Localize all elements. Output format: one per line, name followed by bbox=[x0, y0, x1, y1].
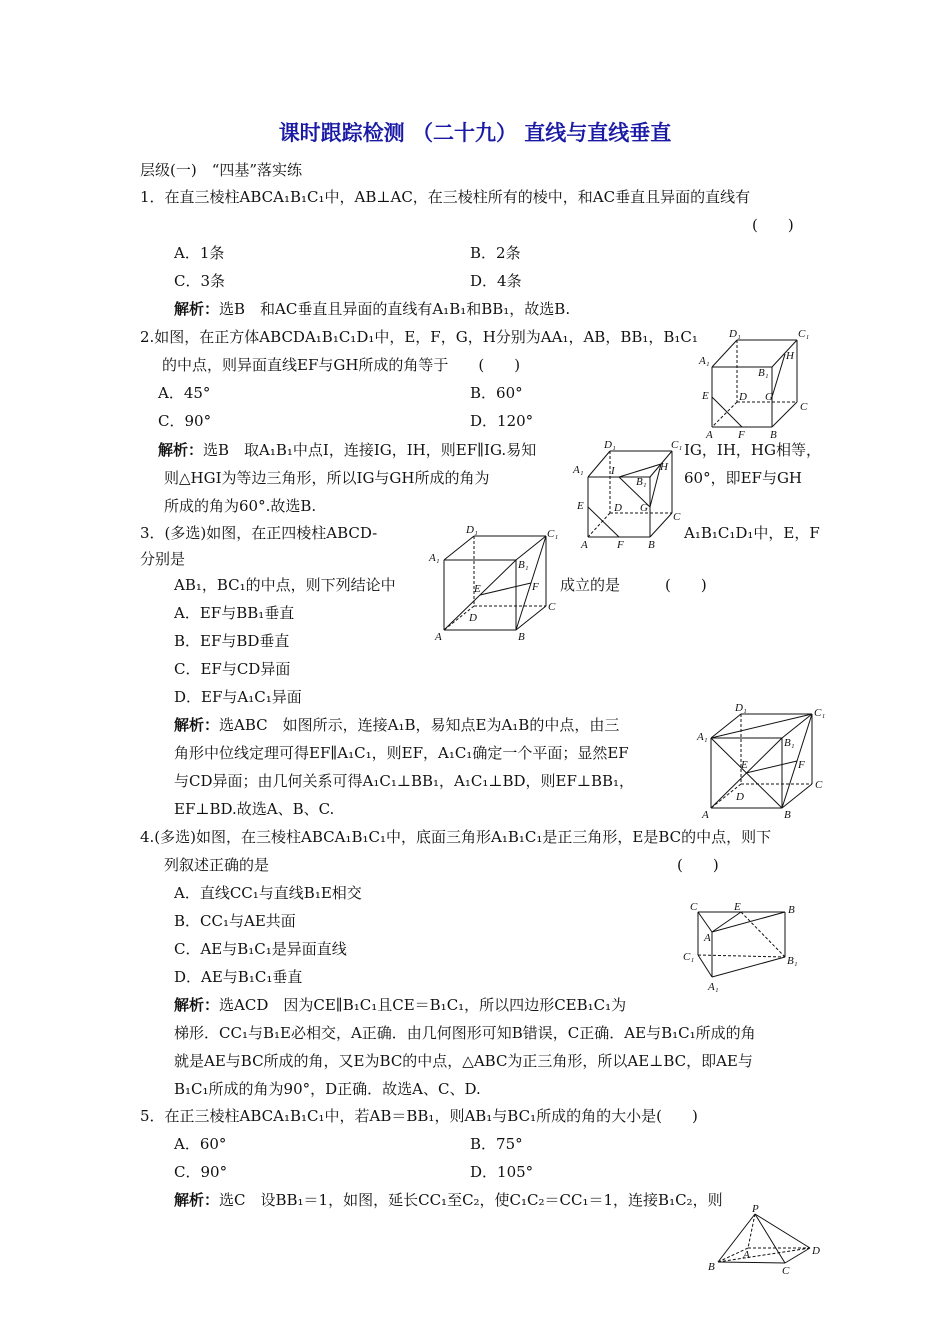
label-a1: A₁ bbox=[708, 981, 719, 993]
label-a1: A₁ bbox=[697, 731, 708, 743]
solution-text: 选B 取A₁B₁中点I，连接IG，IH，则EF∥IG.易知 bbox=[203, 441, 537, 459]
solution-text: 选ABC 如图所示，连接A₁B，易知点E为A₁B的中点，由三 bbox=[219, 716, 620, 734]
q4-solution-line2: 梯形．CC₁与B₁E必相交，A正确．由几何图形可知B错误，C正确．AE与B₁C₁所成的角 bbox=[174, 1024, 756, 1042]
q5-stem: 5．在正三棱柱ABCA₁B₁C₁中，若AB＝BB₁，则AB₁与BC₁所成的角的大小是( ) bbox=[140, 1107, 698, 1125]
solution-label: 解析： bbox=[174, 1191, 220, 1209]
label-e: E bbox=[474, 583, 481, 595]
q4-option-c: C．AE与B₁C₁是异面直线 bbox=[174, 940, 347, 958]
label-h: H bbox=[786, 350, 794, 362]
label-a: A bbox=[435, 631, 442, 643]
label-a1: A₁ bbox=[429, 552, 440, 564]
label-c1: C₁ bbox=[547, 528, 559, 540]
label-b1: B₁ bbox=[758, 367, 769, 379]
q2-option-d: D．120° bbox=[470, 412, 534, 430]
solution-text: 选B 和AC垂直且异面的直线有A₁B₁和BB₁，故选B. bbox=[219, 300, 571, 318]
q3-option-c: C．EF与CD异面 bbox=[174, 660, 291, 678]
q2-option-a: A．45° bbox=[158, 384, 211, 402]
section-heading: 层级(一) “四基”落实练 bbox=[140, 161, 303, 179]
q1-option-c: C．3条 bbox=[174, 272, 226, 290]
q3-stem-line1: 3．(多选)如图，在正四棱柱ABCD- bbox=[140, 524, 378, 542]
label-a: A bbox=[702, 809, 709, 821]
q5-option-d: D．105° bbox=[470, 1163, 534, 1181]
label-a: A bbox=[743, 1249, 750, 1261]
label-i: I bbox=[611, 465, 615, 477]
label-d: D bbox=[614, 502, 622, 514]
label-c1: C₁ bbox=[671, 439, 683, 451]
label-c: C bbox=[673, 511, 681, 523]
label-b: B bbox=[518, 631, 525, 643]
q2-option-c: C．90° bbox=[158, 412, 212, 430]
label-h: H bbox=[660, 461, 668, 473]
label-b: B bbox=[648, 539, 655, 551]
label-b1: B₁ bbox=[518, 559, 529, 571]
label-d: D bbox=[739, 391, 747, 403]
q2-solution-line3: 所成的角为60°.故选B. bbox=[164, 497, 317, 515]
label-e: E bbox=[702, 390, 709, 402]
q3-stem-line1-right: A₁B₁C₁D₁中，E，F bbox=[684, 524, 820, 542]
q3-stem-line3-right: 成立的是 ( ) bbox=[560, 576, 707, 594]
label-c1: C₁ bbox=[798, 328, 810, 340]
label-f: F bbox=[738, 429, 745, 441]
q2-stem-line2: 的中点，则异面直线EF与GH所成的角等于 ( ) bbox=[162, 356, 521, 374]
label-c: C bbox=[690, 901, 698, 913]
label-d: D bbox=[812, 1245, 820, 1257]
solution-label: 解析： bbox=[158, 441, 204, 459]
label-d1: D₁ bbox=[604, 439, 616, 451]
label-b1: B₁ bbox=[787, 955, 798, 967]
label-c1: C₁ bbox=[683, 951, 695, 963]
q4-option-d: D．AE与B₁C₁垂直 bbox=[174, 968, 303, 986]
q3-solution-line2: 角形中位线定理可得EF∥A₁C₁，则EF，A₁C₁确定一个平面；显然EF bbox=[174, 744, 629, 762]
label-b: B bbox=[788, 904, 795, 916]
solution-label: 解析： bbox=[174, 716, 220, 734]
q3-stem-line3: AB₁，BC₁的中点，则下列结论中 bbox=[174, 576, 396, 594]
label-g: G bbox=[765, 391, 773, 403]
solution-text: 选C 设BB₁＝1，如图，延长CC₁至C₂，使C₁C₂＝CC₁＝1，连接B₁C₂，则 bbox=[219, 1191, 723, 1209]
label-c: C bbox=[782, 1265, 790, 1277]
label-a1: A₁ bbox=[699, 355, 710, 367]
label-d1: D₁ bbox=[735, 702, 747, 714]
q4-option-b: B．CC₁与AE共面 bbox=[174, 912, 296, 930]
label-c: C bbox=[815, 779, 823, 791]
q5-option-b: B．75° bbox=[470, 1135, 523, 1153]
q3-option-a: A．EF与BB₁垂直 bbox=[174, 604, 295, 622]
label-d1: D₁ bbox=[729, 328, 741, 340]
label-c: C bbox=[800, 401, 808, 413]
label-c1: C₁ bbox=[814, 707, 826, 719]
label-c: C bbox=[548, 601, 556, 613]
q3-solution-line3: 与CD异面；由几何关系可得A₁C₁⊥BB₁，A₁C₁⊥BD，则EF⊥BB₁， bbox=[174, 772, 635, 790]
label-f: F bbox=[532, 581, 539, 593]
q4-stem-line2: 列叙述正确的是 bbox=[164, 856, 270, 874]
label-f: F bbox=[617, 539, 624, 551]
q2-stem-line1: 2.如图，在正方体ABCDA₁B₁C₁D₁中，E，F，G，H分别为AA₁，AB，BB₁，B₁C₁ bbox=[140, 328, 698, 346]
label-b1: B₁ bbox=[784, 737, 795, 749]
label-a1: A₁ bbox=[573, 464, 584, 476]
solution-label: 解析： bbox=[174, 300, 220, 318]
q4-option-a: A．直线CC₁与直线B₁E相交 bbox=[174, 884, 362, 902]
q1-option-d: D．4条 bbox=[470, 272, 522, 290]
q3-option-b: B．EF与BD垂直 bbox=[174, 632, 290, 650]
q5-option-c: C．90° bbox=[174, 1163, 228, 1181]
label-f: F bbox=[798, 759, 805, 771]
q3-solution-line4: EF⊥BD.故选A、B、C. bbox=[174, 800, 335, 818]
label-b: B bbox=[708, 1261, 715, 1273]
label-p: P bbox=[752, 1203, 759, 1215]
q4-solution-line4: B₁C₁所成的角为90°，D正确．故选A、C、D. bbox=[174, 1080, 481, 1098]
q2-solution-line2: 则△HGI为等边三角形，所以IG与GH所成的角为 bbox=[164, 469, 490, 487]
label-b1: B₁ bbox=[636, 476, 647, 488]
label-a: A bbox=[706, 429, 713, 441]
label-a: A bbox=[704, 932, 711, 944]
q1-answer-bracket: ( ) bbox=[752, 216, 794, 234]
label-d1: D₁ bbox=[466, 524, 478, 536]
label-e: E bbox=[741, 759, 748, 771]
q3-stem-line2: 分别是 bbox=[140, 550, 186, 568]
label-g: G bbox=[640, 502, 648, 514]
q3-option-d: D．EF与A₁C₁异面 bbox=[174, 688, 302, 706]
label-e: E bbox=[577, 500, 584, 512]
solution-text: 选ACD 因为CE∥B₁C₁且CE＝B₁C₁，所以四边形CEB₁C₁为 bbox=[219, 996, 627, 1014]
label-e: E bbox=[734, 901, 741, 913]
label-d: D bbox=[469, 612, 477, 624]
q5-option-a: A．60° bbox=[174, 1135, 227, 1153]
q4-stem-line1: 4.(多选)如图，在三棱柱ABCA₁B₁C₁中，底面三角形A₁B₁C₁是正三角形，E是BC的中点，则下 bbox=[140, 828, 772, 846]
q1-option-b: B．2条 bbox=[470, 244, 521, 262]
label-b: B bbox=[770, 429, 777, 441]
q4-answer-bracket: ( ) bbox=[677, 856, 719, 874]
label-a: A bbox=[581, 539, 588, 551]
q4-solution-line3: 就是AE与BC所成的角，又E为BC的中点，△ABC为正三角形，所以AE⊥BC，即AE与 bbox=[174, 1052, 753, 1070]
solution-label: 解析： bbox=[174, 996, 220, 1014]
q2-solution-line1-right: IG，IH，HG相等， bbox=[684, 441, 821, 459]
q2-option-b: B．60° bbox=[470, 384, 523, 402]
label-b: B bbox=[784, 809, 791, 821]
q2-solution-line2-right: 60°，即EF与GH bbox=[684, 469, 803, 487]
q1-option-a: A．1条 bbox=[174, 244, 225, 262]
q1-stem: 1．在直三棱柱ABCA₁B₁C₁中，AB⊥AC，在三棱柱所有的棱中，和AC垂直且异面的直线有 bbox=[140, 188, 751, 206]
label-d: D bbox=[736, 791, 744, 803]
page-title: 课时跟踪检测 （二十九） 直线与直线垂直 bbox=[278, 121, 672, 145]
